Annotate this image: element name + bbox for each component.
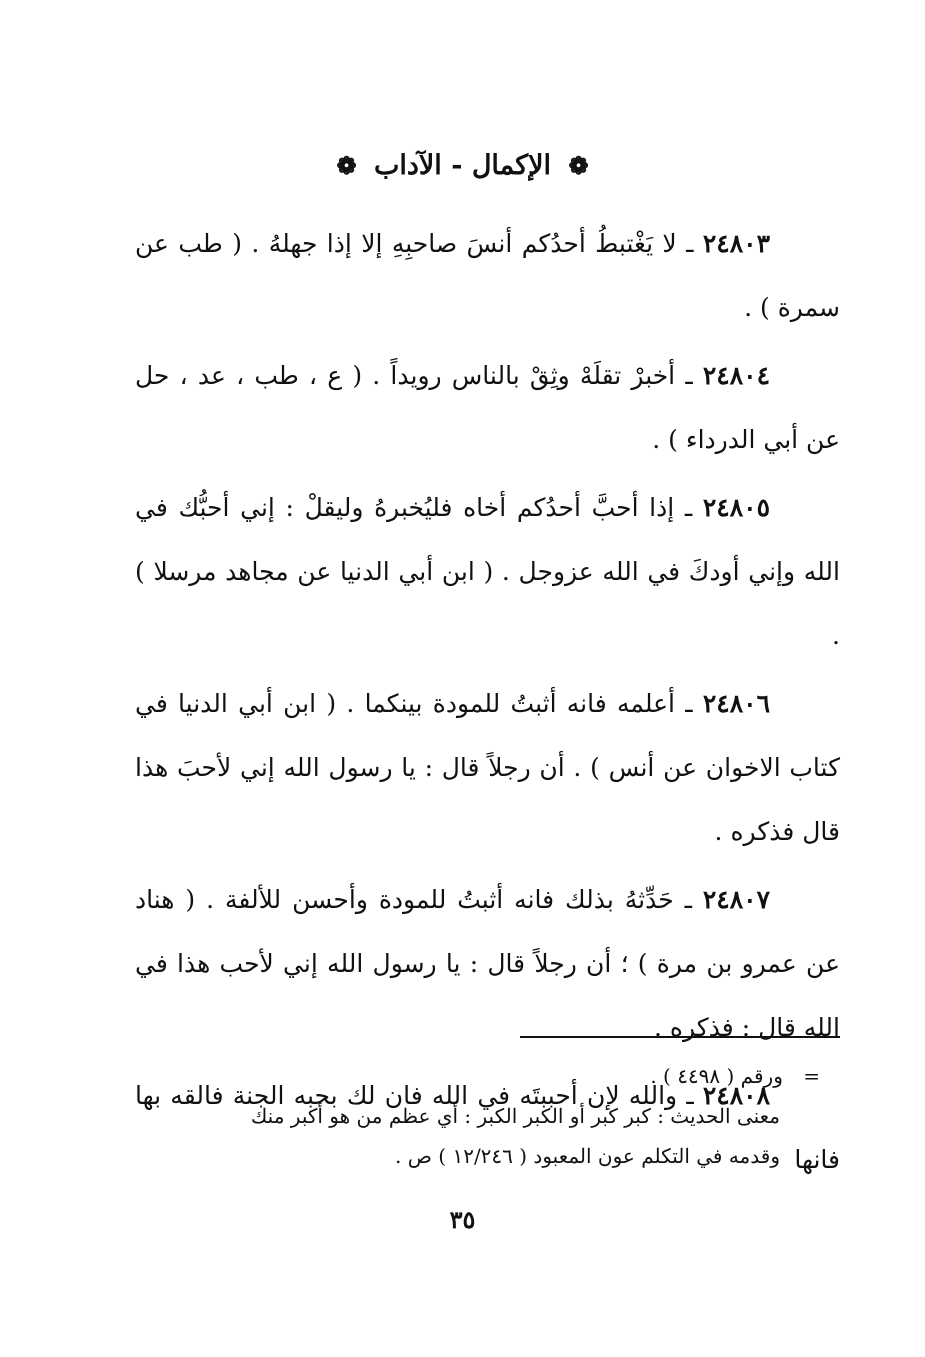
hadith-entry [135, 344, 840, 472]
hadith-number: ٢٤٨٠٥ [702, 493, 771, 522]
ornament-icon: ❁ [336, 151, 357, 180]
separator: ـ [684, 885, 692, 914]
page-header [0, 150, 925, 181]
separator: ـ [686, 1081, 694, 1110]
separator: ـ [686, 229, 694, 258]
ornament-icon: ❁ [568, 151, 589, 180]
hadith-number: ٢٤٨٠٧ [702, 885, 770, 914]
footnote-text: ورقم ( ٤٤٩٨ ) . [650, 1064, 783, 1088]
hadith-text: والله لإن أحببتَه في الله فان لك بحبه الجنة فالقه بها فانها [135, 1081, 840, 1174]
continuation-marker: = [803, 1064, 820, 1088]
hadith-number: ٢٤٨٠٤ [702, 361, 771, 390]
hadith-entry [135, 476, 840, 668]
hadith-entry [135, 868, 840, 1060]
footnotes [135, 1056, 840, 1176]
hadith-text: لا يَغْتبطُ أحدُكم أنسَ صاحبِهِ إلا إذا جهلهُ . ( طب عن سمرة ) . [135, 229, 840, 322]
hadith-entry [135, 672, 840, 864]
footnote-line: معنى الحديث : كبر كبر أو الكبر الكبر : أي عظم من هو أكبر منك [250, 1104, 780, 1128]
page-number: ٣٥ [449, 1205, 476, 1234]
hadith-text: أخبرْ تقلَهْ وثِقْ بالناس رويداً . ( ع ، طب ، عد ، حل عن أبي الدرداء ) . [135, 361, 840, 454]
footnote-line [135, 1056, 840, 1096]
hadith-number: ٢٤٨٠٦ [702, 689, 771, 718]
hadith-text: حَدِّثهُ بذلك فانه أثبتُ للمودة وأحسن للألفة . ( هناد عن عمرو بن مرة ) ؛ أن رجلاً قال : يا رسول الله إني لأحب هذا في الله قال : فذكره . [135, 885, 840, 1042]
separator: ـ [685, 689, 693, 718]
separator: ـ [685, 361, 693, 390]
hadith-list [135, 212, 840, 1196]
hadith-text: أعلمه فانه أثبتُ للمودة بينكما . ( ابن أبي الدنيا في كتاب الاخوان عن أنس ) . أن رجلاً قال : يا رسول الله إني لأحبَ هذا قال فذكره . [135, 689, 840, 846]
hadith-text: إذا أحبَّ أحدُكم أخاه فليُخبرهُ وليقلْ : إني أحبُّك في الله وإني أودكَ في الله عزوجل . ( ابن أبي الدنيا عن مجاهد مرسلا ) . [135, 493, 840, 650]
footnote-divider [520, 1036, 840, 1038]
separator: ـ [684, 493, 693, 522]
chapter-title: الإكمال - الآداب [373, 150, 552, 181]
hadith-number: ٢٤٨٠٣ [702, 229, 771, 258]
footnote-line: وقدمه في التكلم عون المعبود ( ١٢/٢٤٦ ) ص . [395, 1144, 780, 1168]
hadith-number: ٢٤٨٠٨ [702, 1081, 771, 1110]
hadith-entry [135, 212, 840, 340]
